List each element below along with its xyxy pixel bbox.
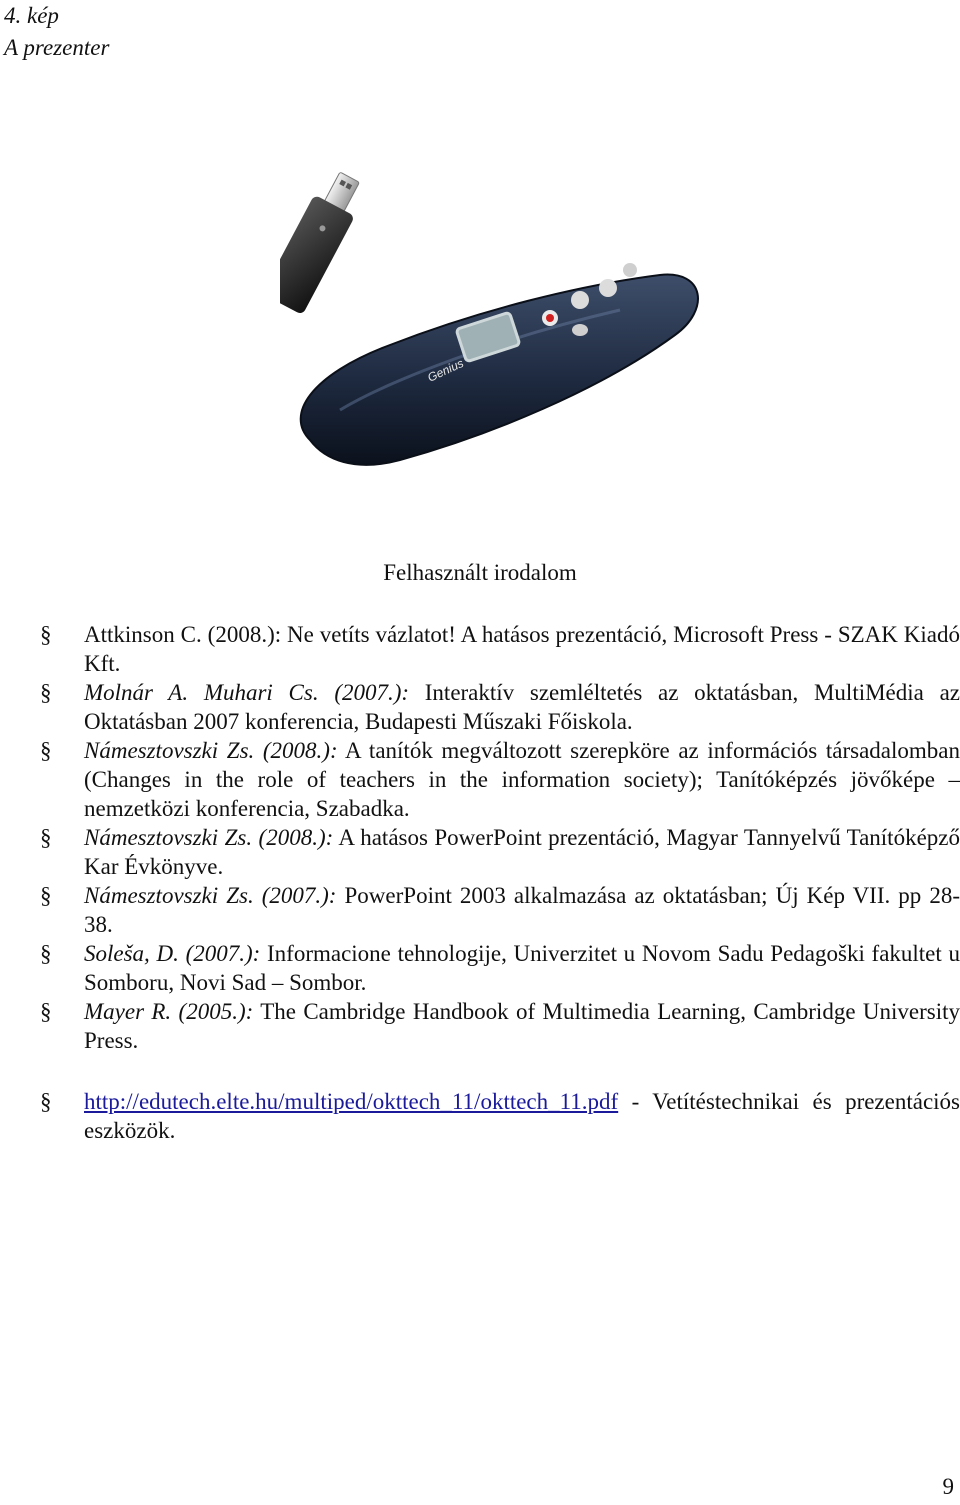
reference-author: Námesztovszki Zs. (2008.): [84,738,338,763]
reference-item [38,997,960,1055]
section-bullet-icon: § [40,999,52,1024]
usb-receiver-icon [280,166,370,315]
section-bullet-icon: § [40,622,52,647]
reference-link[interactable]: http://edutech.elte.hu/multiped/okttech_11/okttech_11.pdf [84,1089,619,1114]
section-bullet-icon: § [40,738,52,763]
section-bullet-icon: § [40,941,52,966]
reference-item [38,881,960,939]
figure-caption [4,0,109,64]
reference-item [38,823,960,881]
section-bullet-icon: § [40,883,52,908]
reference-author: Námesztovszki Zs. (2008.): [84,825,334,850]
reference-author: Námesztovszki Zs. (2007.): [84,883,337,908]
references-heading: Felhasznált irodalom [383,560,577,585]
presenter-image [280,160,700,490]
reference-item [38,678,960,736]
page-number: 9 [942,1474,954,1499]
reference-author: Soleša, D. (2007.): [84,941,261,966]
reference-item [38,736,960,823]
caption-title: A prezenter [4,35,110,60]
reference-author: Mayer R. (2005.): [84,999,254,1024]
presenter-illustration [280,160,700,490]
brand-label: Genius [425,355,466,385]
reference-item [38,939,960,997]
reference-text: Interaktív szemléltetés az oktatásban, MultiMédia az Oktatásban 2007 konferencia, Budapesti Műszaki Főiskola. [84,680,960,734]
section-bullet-icon: § [40,1089,52,1114]
section-bullet-icon: § [40,680,52,705]
caption-number: 4. kép [4,3,59,28]
reference-item [38,620,960,678]
reference-link-description: - Vetítéstechnikai és prezentációs eszközök. [84,1089,960,1143]
reference-text: The Cambridge Handbook of Multimedia Learning, Cambridge University Press. [84,999,960,1053]
reference-item-link [38,1087,960,1145]
reference-text: PowerPoint 2003 alkalmazása az oktatásban; Új Kép VII. pp 28-38. [84,883,960,937]
reference-text: A tanítók megváltozott szerepköre az információs társadalomban (Changes in the role of teachers in the information society); Tanítóképzés jövőképe – nemzetközi konferencia, Szabadka. [84,738,960,821]
reference-text: Attkinson C. (2008.): Ne vetíts vázlatot! A hatásos prezentáció, Microsoft Press - SZAK Kiadó Kft. [84,622,960,676]
reference-author: Molnár A. Muhari Cs. (2007.): [84,680,410,705]
reference-text: A hatásos PowerPoint prezentáció, Magyar Tannyelvű Tanítóképző Kar Évkönyve. [84,825,960,879]
reference-list [38,620,960,1145]
section-bullet-icon: § [40,825,52,850]
reference-text: Informacione tehnologije, Univerzitet u Novom Sadu Pedagoški fakultet u Somboru, Novi Sad – Sombor. [84,941,960,995]
presenter-remote-icon [301,263,698,465]
